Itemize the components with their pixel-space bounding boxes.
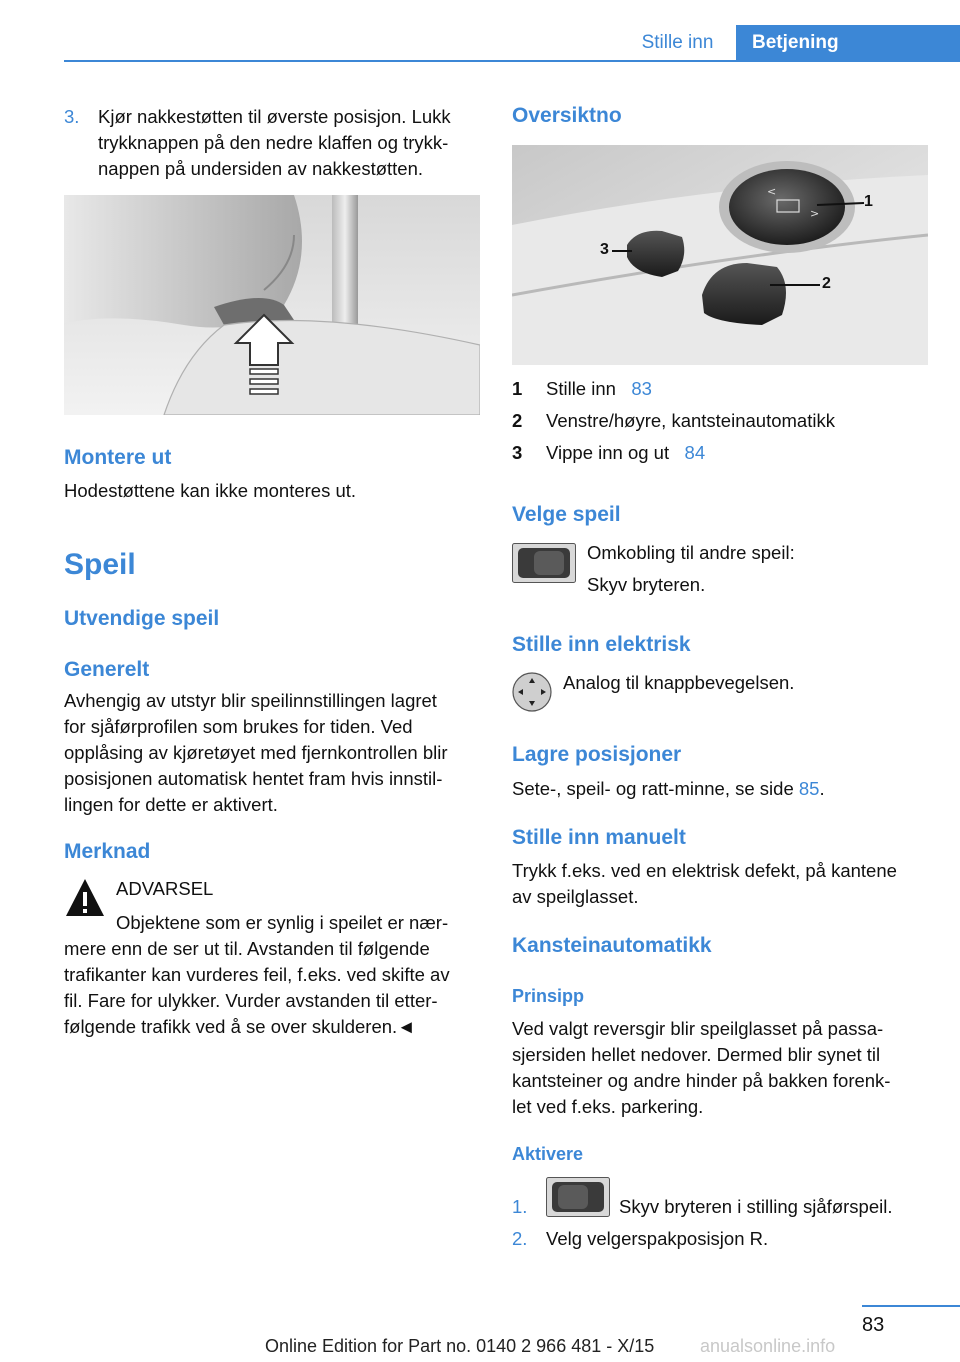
lagre-posisjoner-heading: Lagre posisjoner: [512, 743, 682, 766]
generelt-heading: Generelt: [64, 658, 150, 681]
aktivere-step-2-text: Velg velgerspakposisjon R.: [546, 1228, 769, 1249]
legend-link-84[interactable]: 84: [684, 442, 706, 463]
header-rule: [64, 60, 960, 62]
warning-triangle-icon: [64, 876, 106, 925]
aktivere-step-1-number: 1.: [512, 1196, 528, 1217]
aktivere-step-1-text: Skyv bryteren i stilling sjåførspeil.: [619, 1196, 893, 1217]
legend-link-83[interactable]: 83: [631, 378, 652, 399]
legend-item-2: Venstre/høyre, kantsteinautomatikk: [546, 410, 835, 431]
stille-inn-elektrisk-text: Analog til knappbevegelsen.: [563, 672, 795, 693]
warning-text: mere enn de ser ut til. Avstanden til følgende trafikanter kan vurderes feil, f.eks. ved skifte av fil. Fare for ulykker. Vurder avstanden til etter- følgende trafikk ved å se over skulderen.◄: [64, 938, 450, 1037]
callout-2: 2: [822, 275, 831, 292]
svg-text:>: >: [810, 207, 820, 220]
step-3-text: Kjør nakkestøtten til øverste posisjon. Lukk trykknappen på den nedre klaffen og trykk- nappen på undersiden av nakkestøtten.: [98, 106, 451, 179]
mirror-switch-photo: [512, 145, 928, 365]
legend-item-3: Vippe inn og ut 84: [546, 442, 706, 463]
mirror-selector-switch-icon-2: [546, 1177, 610, 1222]
oversikt-heading: Oversiktno: [512, 104, 622, 127]
warning-first-line: Objektene som er synlig i speilet er nær-: [116, 912, 449, 933]
prinsipp-text: Ved valgt reversgir blir speilglasset på passa- sjersiden hellet nedover. Dermed blir synet til kantsteiner og andre hinder på bakken forenk- let ved f.eks. parkering.: [512, 1018, 891, 1117]
merknad-heading: Merknad: [64, 840, 151, 863]
advarsel-label: ADVARSEL: [116, 878, 214, 899]
montere-ut-text: Hodestøttene kan ikke monteres ut.: [64, 480, 357, 501]
aktivere-step-2-number: 2.: [512, 1228, 528, 1249]
footer-rule: [862, 1305, 960, 1307]
prinsipp-heading: Prinsipp: [512, 986, 585, 1006]
velge-speil-heading: Velge speil: [512, 503, 621, 526]
callout-3: 3: [600, 241, 609, 258]
headrest-photo: [64, 195, 480, 415]
montere-ut-heading: Montere ut: [64, 446, 172, 469]
lagre-link-85[interactable]: 85: [798, 778, 820, 799]
aktivere-heading: Aktivere: [512, 1144, 584, 1164]
legend-num-1: 1: [512, 378, 523, 399]
svg-text:<: <: [767, 185, 777, 198]
velge-speil-line2: Skyv bryteren.: [587, 574, 706, 595]
watermark: anualsonline.info: [700, 1336, 836, 1356]
mirror-adjust-knob-icon: [512, 672, 552, 717]
footer-edition: Online Edition for Part no. 0140 2 966 481 - X/15: [265, 1336, 655, 1356]
lagre-posisjoner-text: Sete-, speil- og ratt-minne, se side 85.: [512, 778, 825, 799]
step-3-number: 3.: [64, 106, 80, 127]
page-number: 83: [862, 1314, 885, 1336]
stille-inn-manuelt-text: Trykk f.eks. ved en elektrisk defekt, på kantene av speilglasset.: [512, 860, 897, 907]
callout-1: 1: [864, 193, 873, 210]
legend-num-2: 2: [512, 410, 523, 431]
header-tab-betjening[interactable]: Betjening: [736, 25, 960, 61]
utvendige-speil-heading: Utvendige speil: [64, 607, 220, 630]
header-tab-stille-inn[interactable]: Stille inn: [641, 32, 714, 53]
legend-item-1: Stille inn 83: [546, 378, 652, 399]
speil-heading: Speil: [64, 548, 136, 581]
generelt-text: Avhengig av utstyr blir speilinnstillingen lagret for sjåførprofilen som brukes for tiden. Ved opplåsing av kjøretøyet med fjernkontrollen blir posisjonen automatisk hentet fram hvis innstil- lingen for dette er aktivert.: [64, 690, 448, 815]
stille-inn-elektrisk-heading: Stille inn elektrisk: [512, 633, 691, 656]
velge-speil-line1: Omkobling til andre speil:: [587, 542, 795, 563]
kansteinautomatikk-heading: Kansteinautomatikk: [512, 934, 712, 957]
mirror-selector-switch-icon: [512, 543, 576, 588]
legend-num-3: 3: [512, 442, 523, 463]
stille-inn-manuelt-heading: Stille inn manuelt: [512, 826, 686, 849]
